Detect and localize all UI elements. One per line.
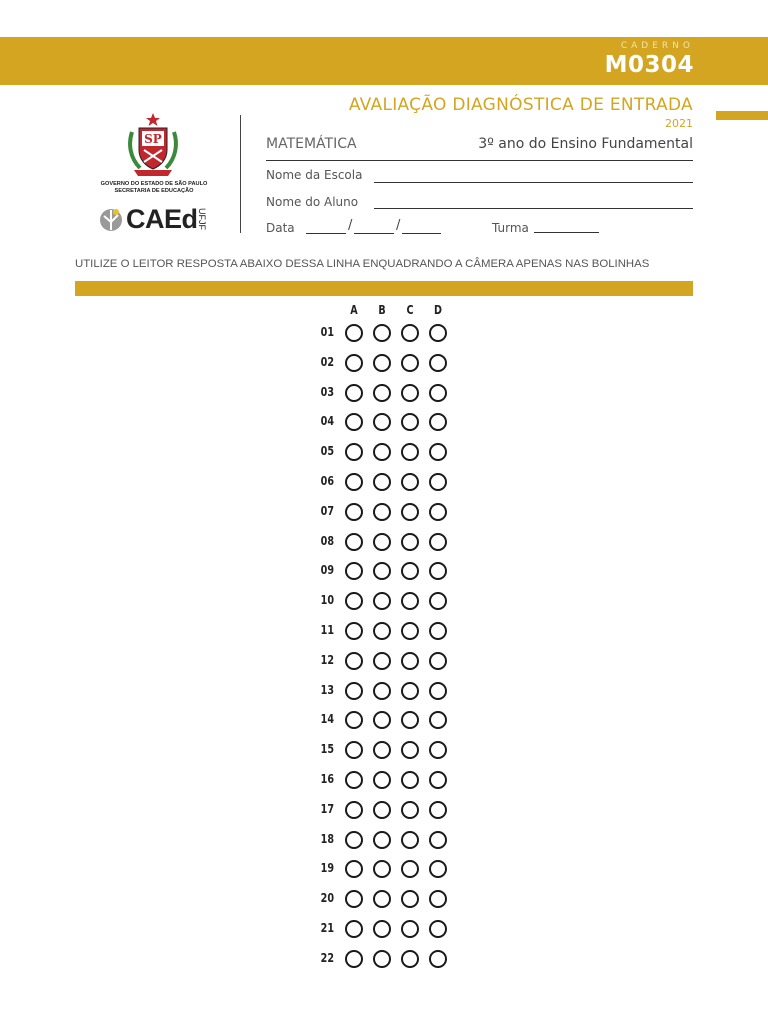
logo-block [98, 112, 222, 242]
side-tab-marker [716, 111, 768, 120]
answer-bubble-10-d[interactable] [429, 592, 447, 610]
question-number-09: 09 [320, 563, 334, 578]
answer-bubble-18-b[interactable] [373, 831, 391, 849]
question-number-19: 19 [320, 861, 334, 876]
student-name-field[interactable] [374, 208, 693, 209]
answer-bubble-13-c[interactable] [401, 682, 419, 700]
answer-bubble-05-d[interactable] [429, 443, 447, 461]
option-header-c: C [406, 303, 414, 317]
answer-bubble-08-a[interactable] [345, 533, 363, 551]
answer-bubble-14-d[interactable] [429, 711, 447, 729]
answer-bubble-19-a[interactable] [345, 860, 363, 878]
exam-subject: MATEMÁTICA [266, 136, 357, 152]
question-number-04: 04 [320, 414, 334, 429]
answer-bubble-21-d[interactable] [429, 920, 447, 938]
answer-bubble-05-b[interactable] [373, 443, 391, 461]
answer-bubble-20-d[interactable] [429, 890, 447, 908]
answer-bubble-05-c[interactable] [401, 443, 419, 461]
answer-bubble-12-c[interactable] [401, 652, 419, 670]
answer-bubble-12-a[interactable] [345, 652, 363, 670]
answer-bubble-20-a[interactable] [345, 890, 363, 908]
answer-bubble-19-d[interactable] [429, 860, 447, 878]
answer-bubble-02-b[interactable] [373, 354, 391, 372]
caderno-label: CADERNO [620, 41, 694, 51]
answer-bubble-12-d[interactable] [429, 652, 447, 670]
answer-bubble-15-a[interactable] [345, 741, 363, 759]
answer-area-band [75, 281, 693, 296]
answer-bubble-15-b[interactable] [373, 741, 391, 759]
question-number-21: 21 [320, 921, 334, 935]
question-number-15: 15 [320, 742, 334, 757]
answer-bubble-04-a[interactable] [345, 413, 363, 431]
answer-bubble-21-a[interactable] [345, 920, 363, 938]
answer-bubble-22-d[interactable] [429, 950, 447, 968]
exam-grade: 3º ano do Ensino Fundamental [478, 136, 693, 152]
answer-bubble-12-b[interactable] [373, 652, 391, 670]
exam-year: 2021 [665, 117, 693, 130]
answer-bubble-11-c[interactable] [401, 622, 419, 640]
school-name-label: Nome da Escola [266, 168, 363, 182]
answer-bubble-03-b[interactable] [373, 384, 391, 402]
question-number-18: 18 [320, 831, 334, 846]
answer-bubble-04-d[interactable] [429, 413, 447, 431]
answer-bubble-11-b[interactable] [373, 622, 391, 640]
answer-bubble-20-b[interactable] [373, 890, 391, 908]
answer-bubble-01-c[interactable] [401, 324, 419, 342]
answer-bubble-17-b[interactable] [373, 801, 391, 819]
header-bar [0, 37, 768, 85]
answer-bubble-11-d[interactable] [429, 622, 447, 640]
answer-bubble-09-d[interactable] [429, 562, 447, 580]
answer-bubble-03-a[interactable] [345, 384, 363, 402]
answer-bubble-08-b[interactable] [373, 533, 391, 551]
answer-bubble-03-c[interactable] [401, 384, 419, 402]
answer-bubble-16-b[interactable] [373, 771, 391, 789]
date-label: Data [266, 221, 295, 235]
caed-emblem-icon [98, 206, 124, 232]
option-header-b: B [378, 303, 386, 317]
gov-text [98, 181, 210, 195]
caed-wordmark: CAEd [126, 204, 198, 234]
answer-bubble-10-c[interactable] [401, 592, 419, 610]
answer-bubble-06-b[interactable] [373, 473, 391, 491]
answer-bubble-14-b[interactable] [373, 711, 391, 729]
answer-bubble-09-b[interactable] [373, 562, 391, 580]
answer-bubble-07-b[interactable] [373, 503, 391, 521]
question-number-22: 22 [320, 950, 334, 965]
answer-bubble-14-c[interactable] [401, 711, 419, 729]
answer-bubble-21-b[interactable] [373, 920, 391, 938]
answer-bubble-19-b[interactable] [373, 860, 391, 878]
answer-bubble-03-d[interactable] [429, 384, 447, 402]
answer-bubble-18-d[interactable] [429, 831, 447, 849]
answer-bubble-07-c[interactable] [401, 503, 419, 521]
option-header-d: D [434, 303, 442, 317]
answer-bubble-13-a[interactable] [345, 682, 363, 700]
answer-bubble-22-a[interactable] [345, 950, 363, 968]
answer-bubble-02-c[interactable] [401, 354, 419, 372]
question-number-20: 20 [320, 891, 334, 906]
answer-bubble-01-d[interactable] [429, 324, 447, 342]
answer-bubble-04-c[interactable] [401, 413, 419, 431]
answer-bubble-09-c[interactable] [401, 562, 419, 580]
class-label: Turma [492, 221, 529, 235]
answer-bubble-22-c[interactable] [401, 950, 419, 968]
question-number-07: 07 [320, 503, 334, 518]
date-year-field[interactable] [402, 233, 441, 234]
caderno-code: M0304 [604, 52, 694, 78]
subject-underline [266, 160, 693, 161]
date-separator-2: / [396, 218, 401, 233]
answer-bubble-16-a[interactable] [345, 771, 363, 789]
sp-seal-logo [126, 112, 180, 180]
exam-title: AVALIAÇÃO DIAGNÓSTICA DE ENTRADA [348, 95, 693, 115]
ufjf-wordmark: UFJF [197, 208, 207, 230]
answer-bubble-10-a[interactable] [345, 592, 363, 610]
answer-bubble-21-c[interactable] [401, 920, 419, 938]
option-header-a: A [350, 303, 358, 317]
gov-line-1: GOVERNO DO ESTADO DE SÃO PAULO [100, 181, 208, 187]
question-number-05: 05 [320, 444, 334, 459]
answer-bubble-07-a[interactable] [345, 503, 363, 521]
gov-line-2: SECRETARIA DE EDUCAÇÃO [114, 188, 194, 194]
scanner-instruction: UTILIZE O LEITOR RESPOSTA ABAIXO DESSA LINHA ENQUADRANDO A CÂMERA APENAS NAS BOLINHAS [75, 258, 650, 270]
answer-bubble-04-b[interactable] [373, 413, 391, 431]
answer-bubble-02-a[interactable] [345, 354, 363, 372]
answer-bubble-18-a[interactable] [345, 831, 363, 849]
question-number-16: 16 [320, 772, 334, 786]
date-day-field[interactable] [306, 233, 346, 234]
question-number-14: 14 [320, 712, 334, 727]
answer-bubble-20-c[interactable] [401, 890, 419, 908]
answer-bubble-02-d[interactable] [429, 354, 447, 372]
answer-bubble-09-a[interactable] [345, 562, 363, 580]
answer-bubble-19-c[interactable] [401, 860, 419, 878]
answer-bubble-08-c[interactable] [401, 533, 419, 551]
answer-bubble-15-c[interactable] [401, 741, 419, 759]
question-number-13: 13 [320, 682, 334, 697]
header-divider [240, 115, 241, 233]
answer-bubble-14-a[interactable] [345, 711, 363, 729]
question-number-10: 10 [320, 593, 334, 608]
question-number-08: 08 [320, 533, 334, 548]
question-number-03: 03 [320, 384, 334, 399]
answer-bubble-10-b[interactable] [373, 592, 391, 610]
answer-bubble-06-a[interactable] [345, 473, 363, 491]
answer-bubble-18-c[interactable] [401, 831, 419, 849]
date-month-field[interactable] [354, 233, 394, 234]
answer-bubble-17-d[interactable] [429, 801, 447, 819]
answer-bubble-17-a[interactable] [345, 801, 363, 819]
question-number-11: 11 [320, 623, 334, 637]
student-name-label: Nome do Aluno [266, 195, 359, 209]
question-number-12: 12 [320, 652, 334, 667]
school-name-field[interactable] [374, 182, 693, 183]
answer-bubble-15-d[interactable] [429, 741, 447, 759]
date-separator-1: / [348, 218, 353, 233]
answer-bubble-07-d[interactable] [429, 503, 447, 521]
answer-bubble-06-c[interactable] [401, 473, 419, 491]
answer-bubble-16-c[interactable] [401, 771, 419, 789]
answer-bubble-01-b[interactable] [373, 324, 391, 342]
question-number-01: 01 [320, 325, 334, 339]
answer-bubble-13-b[interactable] [373, 682, 391, 700]
caed-logo [98, 204, 222, 236]
answer-bubble-06-d[interactable] [429, 473, 447, 491]
sp-seal-text: SP [144, 132, 162, 146]
class-field[interactable] [534, 232, 599, 233]
question-number-06: 06 [320, 474, 334, 488]
question-number-02: 02 [320, 354, 334, 369]
answer-bubble-11-a[interactable] [345, 622, 363, 640]
question-number-17: 17 [320, 801, 334, 816]
answer-bubble-16-d[interactable] [429, 771, 447, 789]
answer-bubble-17-c[interactable] [401, 801, 419, 819]
answer-bubble-05-a[interactable] [345, 443, 363, 461]
answer-bubble-13-d[interactable] [429, 682, 447, 700]
answer-bubble-08-d[interactable] [429, 533, 447, 551]
answer-bubble-01-a[interactable] [345, 324, 363, 342]
answer-bubble-22-b[interactable] [373, 950, 391, 968]
